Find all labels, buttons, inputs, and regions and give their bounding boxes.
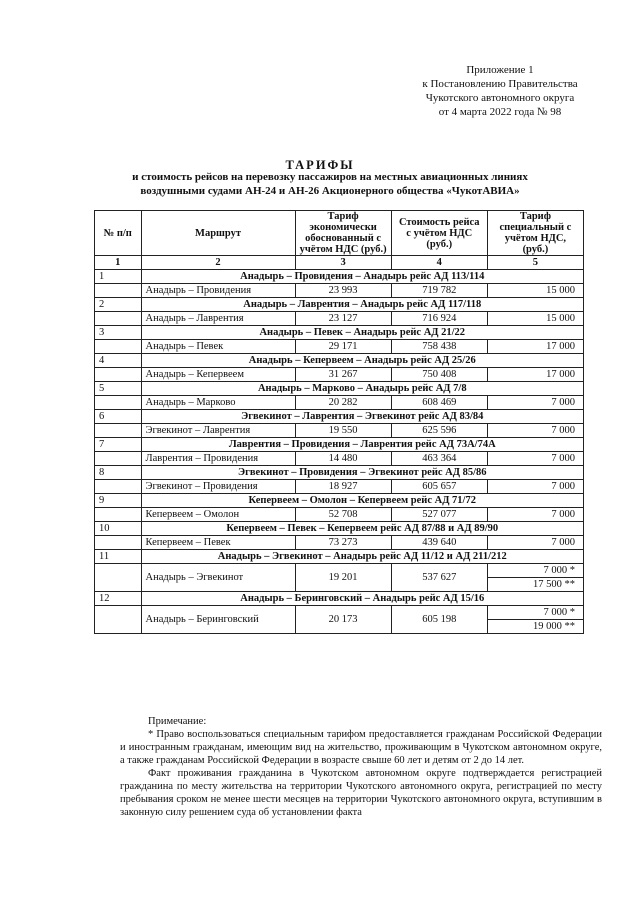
- row-number: 11: [95, 550, 142, 564]
- cost-value: 750 408: [391, 368, 487, 382]
- special-value: 7 000 *: [487, 606, 583, 620]
- col-header-tariff: Тариф экономически обоснованный с учётом НДС (руб.): [295, 211, 391, 256]
- row-number: 12: [95, 592, 142, 606]
- route-name: Анадырь – Провидения: [141, 284, 295, 298]
- row-number: 8: [95, 466, 142, 480]
- tariff-table: [94, 210, 584, 634]
- special-value: 15 000: [487, 284, 583, 298]
- flight-title-row: [95, 298, 584, 312]
- special-value: 7 000 *: [487, 564, 583, 578]
- cost-value: 719 782: [391, 284, 487, 298]
- route-name: Кепервеем – Певек: [141, 536, 295, 550]
- flight-title: Анадырь – Эгвекинот – Анадырь рейс АД 11/12 и АД 211/212: [141, 550, 583, 564]
- tariff-value: 14 480: [295, 452, 391, 466]
- flight-title: Кепервеем – Омолон – Кепервеем рейс АД 71/72: [141, 494, 583, 508]
- row-number: 10: [95, 522, 142, 536]
- flight-title: Анадырь – Беринговский – Анадырь рейс АД 15/16: [141, 592, 583, 606]
- special-value: 15 000: [487, 312, 583, 326]
- route-name: Лаврентия – Провидения: [141, 452, 295, 466]
- col-header-number: № п/п: [95, 211, 142, 256]
- special-value: 7 000: [487, 452, 583, 466]
- col-number-4: 4: [391, 256, 487, 270]
- special-value: 7 000: [487, 536, 583, 550]
- route-name: Анадырь – Беринговский: [141, 606, 295, 634]
- notes-label: Примечание:: [148, 716, 207, 727]
- row-number: 7: [95, 438, 142, 452]
- route-name: Анадырь – Кепервеем: [141, 368, 295, 382]
- subtitle-line-2: воздушными судами АН-24 и АН-26 Акционерного общества «ЧукотАВИА»: [140, 185, 520, 197]
- flight-title-row: [95, 466, 584, 480]
- special-value: 19 000 **: [487, 620, 583, 634]
- col-number-2: 2: [141, 256, 295, 270]
- cost-value: 439 640: [391, 536, 487, 550]
- cost-value: 537 627: [391, 564, 487, 592]
- tariff-value: 19 201: [295, 564, 391, 592]
- route-name: Кепервеем – Омолон: [141, 508, 295, 522]
- route-name: Эгвекинот – Провидения: [141, 480, 295, 494]
- route-row: [95, 564, 584, 578]
- col-number-3: 3: [295, 256, 391, 270]
- row-number: 4: [95, 354, 142, 368]
- tariff-value: 20 282: [295, 396, 391, 410]
- flight-title: Анадырь – Провидения – Анадырь рейс АД 113/114: [141, 270, 583, 284]
- appendix-line-4: от 4 марта 2022 года № 98: [438, 106, 562, 118]
- flight-title-row: [95, 354, 584, 368]
- special-value: 7 000: [487, 508, 583, 522]
- row-number: 5: [95, 382, 142, 396]
- route-row: [95, 312, 584, 326]
- flight-title-row: [95, 270, 584, 284]
- special-value: 17 000: [487, 340, 583, 354]
- route-row: [95, 368, 584, 382]
- tariff-value: 23 127: [295, 312, 391, 326]
- flight-title: Анадырь – Марково – Анадырь рейс АД 7/8: [141, 382, 583, 396]
- flight-title-row: [95, 382, 584, 396]
- tariff-value: 18 927: [295, 480, 391, 494]
- route-row: [95, 396, 584, 410]
- cost-value: 625 596: [391, 424, 487, 438]
- tariff-value: 31 267: [295, 368, 391, 382]
- col-header-special: Тариф специальный с учётом НДС, (руб.): [487, 211, 583, 256]
- appendix-line-1: Приложение 1: [466, 64, 534, 76]
- flight-title-row: [95, 438, 584, 452]
- appendix-line-2: к Постановлению Правительства: [422, 78, 578, 90]
- route-name: Эгвекинот – Лаврентия: [141, 424, 295, 438]
- cost-value: 605 198: [391, 606, 487, 634]
- flight-title-row: [95, 522, 584, 536]
- col-header-cost: Стоимость рейса с учётом НДС (руб.): [391, 211, 487, 256]
- flight-title-row: [95, 410, 584, 424]
- route-row: [95, 424, 584, 438]
- row-number: 6: [95, 410, 142, 424]
- notes-section: [120, 715, 602, 819]
- tariff-value: 19 550: [295, 424, 391, 438]
- route-row: [95, 508, 584, 522]
- route-row: [95, 480, 584, 494]
- flight-title: Анадырь – Лаврентия – Анадырь рейс АД 117/118: [141, 298, 583, 312]
- row-number: 2: [95, 298, 142, 312]
- cost-value: 463 364: [391, 452, 487, 466]
- flight-title: Кепервеем – Певек – Кепервеем рейс АД 87/88 и АД 89/90: [141, 522, 583, 536]
- tariff-value: 23 993: [295, 284, 391, 298]
- flight-title: Эгвекинот – Лаврентия – Эгвекинот рейс АД 83/84: [141, 410, 583, 424]
- row-number: 3: [95, 326, 142, 340]
- document-subtitle: [90, 170, 570, 198]
- flight-title-row: [95, 494, 584, 508]
- col-header-route: Маршрут: [141, 211, 295, 256]
- special-value: 17 500 **: [487, 578, 583, 592]
- flight-title-row: [95, 550, 584, 564]
- tariff-value: 73 273: [295, 536, 391, 550]
- col-number-5: 5: [487, 256, 583, 270]
- route-row: [95, 536, 584, 550]
- col-number-1: 1: [95, 256, 142, 270]
- flight-title: Анадырь – Кепервеем – Анадырь рейс АД 25/26: [141, 354, 583, 368]
- table-header-row: [95, 211, 584, 256]
- special-value: 7 000: [487, 480, 583, 494]
- row-number: 1: [95, 270, 142, 284]
- subtitle-line-1: и стоимость рейсов на перевозку пассажиров на местных авиационных линиях: [132, 171, 528, 183]
- route-row: [95, 340, 584, 354]
- flight-title: Лаврентия – Провидения – Лаврентия рейс АД 73А/74А: [141, 438, 583, 452]
- special-value: 7 000: [487, 396, 583, 410]
- row-number: 9: [95, 494, 142, 508]
- tariff-value: 29 171: [295, 340, 391, 354]
- table-column-numbers-row: [95, 256, 584, 270]
- appendix-line-3: Чукотского автономного округа: [425, 92, 575, 104]
- cost-value: 605 657: [391, 480, 487, 494]
- cost-value: 527 077: [391, 508, 487, 522]
- document-title: ТАРИФЫ: [285, 158, 355, 172]
- notes-paragraph-2: Факт проживания гражданина в Чукотском автономном округе подтверждается регистрацией гражданина по месту жительства на территории Чукотского автономного округа, регистрацией по месту пребывания сроком не менее шести месяцев на территории Чукотского автономного округа, вступившим в законную силу решением суда об установлении факта: [120, 768, 602, 818]
- flight-title: Анадырь – Певек – Анадырь рейс АД 21/22: [141, 326, 583, 340]
- flight-title-row: [95, 326, 584, 340]
- route-name: Анадырь – Марково: [141, 396, 295, 410]
- special-value: 17 000: [487, 368, 583, 382]
- table-body: [95, 270, 584, 634]
- tariff-value: 20 173: [295, 606, 391, 634]
- route-row: [95, 284, 584, 298]
- cost-value: 608 469: [391, 396, 487, 410]
- tariff-value: 52 708: [295, 508, 391, 522]
- route-row: [95, 606, 584, 620]
- flight-title-row: [95, 592, 584, 606]
- route-name: Анадырь – Певек: [141, 340, 295, 354]
- appendix-header: [400, 63, 600, 119]
- notes-paragraph-1: * Право воспользоваться специальным тарифом предоставляется гражданам Российской Федерации и иностранным гражданам, имеющим вид на жительство, проживающим в Чукотском автономном округе, а также гражданам Российской Федерации в возрасте свыше 60 лет и детям от 2 до 14 лет.: [120, 729, 602, 766]
- route-name: Анадырь – Лаврентия: [141, 312, 295, 326]
- cost-value: 716 924: [391, 312, 487, 326]
- cost-value: 758 438: [391, 340, 487, 354]
- route-row: [95, 452, 584, 466]
- route-name: Анадырь – Эгвекинот: [141, 564, 295, 592]
- special-value: 7 000: [487, 424, 583, 438]
- flight-title: Эгвекинот – Провидения – Эгвекинот рейс АД 85/86: [141, 466, 583, 480]
